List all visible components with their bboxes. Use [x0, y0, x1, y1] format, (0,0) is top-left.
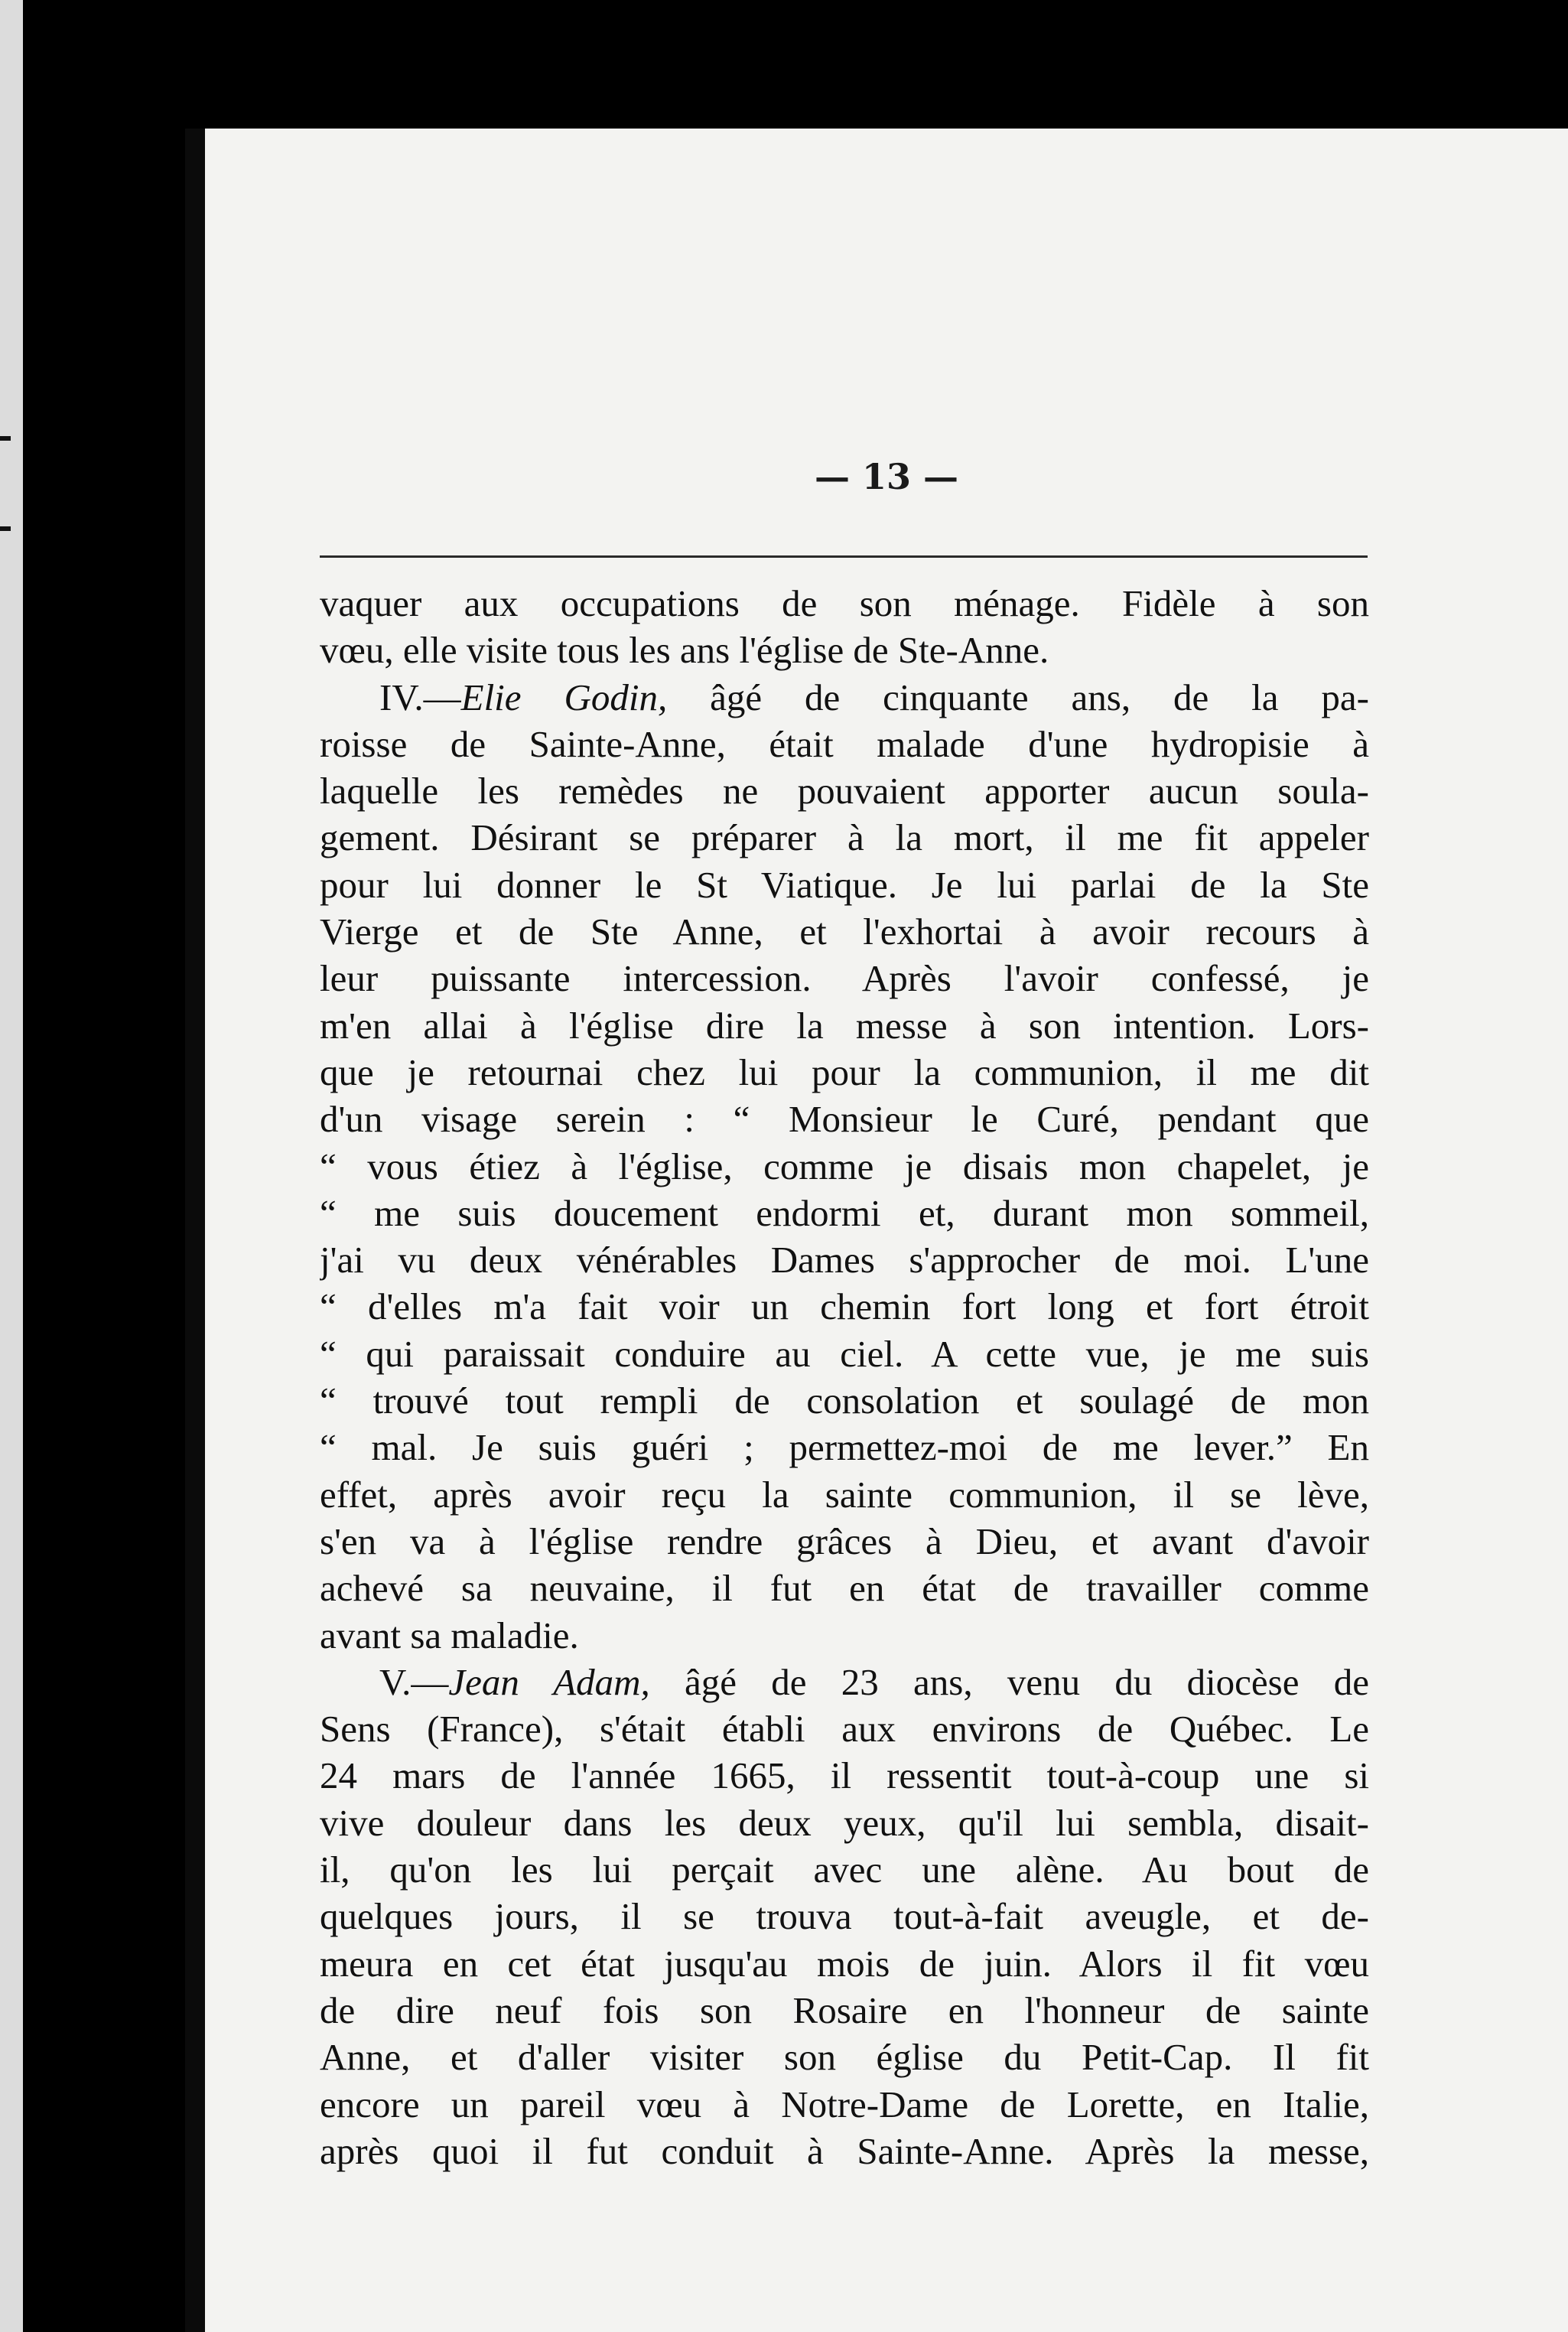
text-line: Vierge et de Ste Anne, et l'exhortai à avoir recours à — [320, 910, 1369, 953]
text-line: de dire neuf fois son Rosaire en l'honneur de sainte — [320, 1988, 1369, 2031]
text-line: quelques jours, il se trouva tout-à-fait aveugle, et de- — [320, 1895, 1369, 1938]
text-line: avant sa maladie. — [320, 1614, 579, 1656]
text-line: encore un pareil vœu à Notre-Dame de Lorette, en Italie, — [320, 2083, 1369, 2125]
text-line: s'en va à l'église rendre grâces à Dieu, et avant d'avoir — [320, 1519, 1369, 1562]
header-rule — [320, 555, 1368, 558]
text-line: “ me suis doucement endormi et, durant mon sommeil, — [320, 1191, 1369, 1234]
text-line: gement. Désirant se préparer à la mort, il me fit appeler — [320, 816, 1369, 859]
person-name: Elie Godin, — [460, 676, 668, 718]
text-line: achevé sa neuvaine, il fut en état de travailler comme — [320, 1567, 1369, 1610]
page-number: — 13 — — [814, 456, 959, 497]
text-line: “ mal. Je suis guéri ; permettez-moi de me lever.” En — [320, 1426, 1369, 1469]
person-name: Jean Adam, — [448, 1660, 650, 1703]
text-line: j'ai vu deux vénérables Dames s'approcher de moi. L'une — [320, 1239, 1369, 1282]
text-line: que je retournai chez lui pour la communion, il me dit — [320, 1050, 1369, 1093]
binding-shadow — [185, 129, 205, 2332]
text-line: il, qu'on les lui perçait avec une alène. Au bout de — [320, 1848, 1369, 1891]
text-line: “ d'elles m'a fait voir un chemin fort long et fort étroit — [320, 1285, 1369, 1328]
paragraph-numeral: V.— — [379, 1660, 449, 1703]
text-line: effet, après avoir reçu la sainte communion, il se lève, — [320, 1473, 1369, 1516]
text-line: “ trouvé tout rempli de consolation et soulagé de mon — [320, 1379, 1369, 1422]
text-line: leur puissante intercession. Après l'avoir confessé, je — [320, 957, 1369, 1000]
adjacent-page-mark — [0, 526, 11, 531]
text-line: “ qui paraissait conduire au ciel. A cette vue, je me suis — [320, 1332, 1369, 1375]
text-line: meura en cet état jusqu'au mois de juin. Alors il fit vœu — [320, 1942, 1369, 1985]
text-line: Sens (France), s'était établi aux environs de Québec. Le — [320, 1708, 1369, 1751]
text-run: âgé de cinquante ans, de la pa- — [667, 676, 1369, 718]
adjacent-page-mark — [0, 436, 11, 441]
text-line: pour lui donner le St Viatique. Je lui parlai de la Ste — [320, 863, 1369, 906]
text-line: vive douleur dans les deux yeux, qu'il lui sembla, disait- — [320, 1801, 1369, 1844]
body-text — [320, 580, 1369, 2309]
text-line: laquelle les remèdes ne pouvaient apporter aucun soula- — [320, 770, 1369, 813]
adjacent-page-edge — [0, 0, 23, 2332]
text-line: d'un visage serein : “ Monsieur le Curé, pendant que — [320, 1098, 1369, 1141]
paragraph-numeral: IV.— — [379, 676, 461, 718]
text-line: m'en allai à l'église dire la messe à son intention. Lors- — [320, 1004, 1369, 1047]
text-line: vaquer aux occupations de son ménage. Fidèle à son — [320, 582, 1369, 624]
text-line: “ vous étiez à l'église, comme je disais mon chapelet, je — [320, 1145, 1369, 1187]
text-line: vœu, elle visite tous les ans l'église de Ste-Anne. — [320, 629, 1049, 672]
text-line: Anne, et d'aller visiter son église du Petit-Cap. Il fit — [320, 2036, 1369, 2079]
text-line: après quoi il fut conduit à Sainte-Anne. Après la messe, — [320, 2129, 1369, 2172]
book-page — [205, 129, 1568, 2332]
text-line: roisse de Sainte-Anne, était malade d'une hydropisie à — [320, 722, 1369, 765]
paragraph-iv-opening — [320, 674, 1369, 721]
text-run: âgé de 23 ans, venu du diocèse de — [649, 1660, 1369, 1703]
paragraph-v-opening — [320, 1659, 1369, 1705]
text-line: 24 mars de l'année 1665, il ressentit tout-à-coup une si — [320, 1754, 1369, 1797]
